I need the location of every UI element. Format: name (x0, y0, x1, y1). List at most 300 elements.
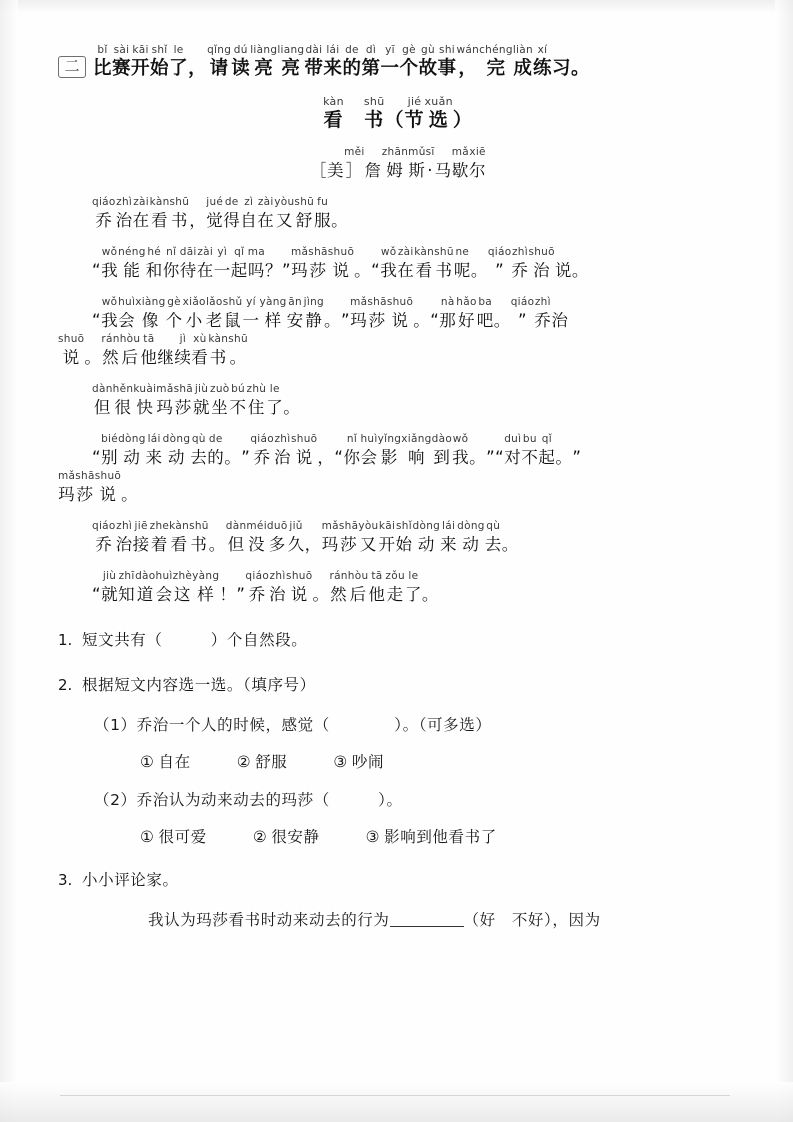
ruby-char (188, 44, 207, 81)
hanzi: 开 (131, 58, 151, 79)
article-author-text (310, 146, 486, 183)
pinyin: néng (118, 246, 146, 258)
hanzi: 住 (247, 398, 265, 417)
question-list (58, 628, 738, 932)
pinyin: wǒ (101, 246, 118, 258)
pinyin: kàn (169, 520, 190, 532)
pinyin: tā (371, 570, 383, 582)
hanzi: 一 (242, 311, 260, 330)
option-row (58, 825, 738, 847)
pinyin: dài (305, 44, 323, 56)
pinyin (371, 146, 375, 159)
sub-question[interactable]: （2）乔治认为动来动去的玛莎（ ）。 (94, 791, 403, 809)
hanzi: 请 (209, 58, 229, 79)
hanzi: 我 (380, 261, 398, 280)
hanzi: 说 (99, 485, 117, 504)
hanzi: “ (92, 448, 102, 467)
ruby-char (382, 146, 408, 183)
question-item (58, 628, 738, 652)
hanzi: 。 (555, 448, 573, 467)
ruby-char (378, 433, 402, 470)
hanzi: 这 (173, 585, 191, 604)
ruby-char (192, 570, 219, 607)
pinyin: zhe (149, 520, 170, 532)
pinyin: zhì (116, 520, 133, 532)
answer-blank[interactable] (390, 911, 464, 927)
hanzi: 。 (283, 398, 301, 417)
question-number: 2. (58, 676, 73, 694)
ruby-char (434, 246, 454, 283)
hanzi: 久 (287, 535, 305, 554)
scan-edge-bottom (0, 1082, 793, 1122)
pinyin (489, 433, 493, 446)
hanzi: 好 (457, 311, 475, 330)
ruby-char (521, 433, 538, 470)
hanzi: 比 (93, 58, 113, 79)
ruby-char (242, 296, 259, 333)
ruby-char (456, 296, 476, 333)
pinyin: kāi (132, 44, 149, 56)
pinyin (477, 246, 481, 259)
ruby-char (310, 146, 327, 183)
hanzi: 读 (231, 58, 251, 79)
hanzi: 后 (121, 348, 139, 367)
hanzi: 会 (155, 585, 173, 604)
hanzi: 走 (386, 585, 404, 604)
hanzi: 小 (185, 311, 203, 330)
answer-line[interactable] (58, 908, 738, 932)
hanzi: 接 (132, 535, 150, 554)
pinyin: dào (135, 570, 156, 582)
ruby-char (135, 570, 155, 607)
pinyin: qǐ (234, 246, 245, 258)
ruby-char (413, 520, 441, 557)
pinyin: yòu (358, 520, 379, 532)
hanzi: ” (572, 448, 582, 467)
pinyin: qǐ (541, 433, 552, 445)
pinyin: liang (277, 44, 305, 56)
pinyin (95, 570, 99, 583)
hanzi: 舒 (295, 211, 313, 230)
ruby-char (92, 246, 101, 283)
pinyin: hěn (112, 383, 134, 395)
ruby-char (156, 383, 173, 420)
option-item[interactable] (366, 825, 497, 847)
question-item (58, 868, 738, 892)
hanzi: ” (241, 448, 251, 467)
ruby-char (226, 520, 247, 557)
option-item[interactable] (237, 750, 288, 772)
option-marker: ① (140, 753, 155, 771)
pinyin: shā (367, 296, 387, 308)
article-line (92, 383, 738, 420)
ruby-char (101, 333, 119, 370)
ruby-char (361, 44, 380, 81)
article-line (92, 520, 738, 557)
pinyin: bú (231, 383, 245, 395)
pinyin (164, 333, 168, 346)
hanzi: 莎 (174, 398, 192, 417)
pinyin: dòng (457, 520, 485, 532)
hanzi: 。 (501, 535, 519, 554)
hanzi: 。 (121, 485, 139, 504)
ruby-char (277, 44, 304, 81)
pinyin (244, 433, 248, 446)
ruby-char (101, 433, 118, 470)
ruby-char (354, 246, 371, 283)
pinyin (196, 196, 200, 209)
ruby-char (405, 570, 422, 607)
hanzi: 故 (418, 58, 438, 79)
ruby-char (552, 44, 571, 81)
pinyin: shā (75, 470, 95, 482)
pinyin: zhì (116, 196, 133, 208)
pinyin (334, 146, 338, 159)
ruby-char (146, 433, 163, 470)
ruby-char (173, 570, 193, 607)
pinyin: hé (147, 246, 162, 258)
hanzi: 你 (343, 448, 361, 467)
ruby-char (58, 333, 84, 370)
hanzi: “ (430, 311, 440, 330)
hanzi: 然 (330, 585, 348, 604)
hanzi: 续 (174, 348, 192, 367)
hanzi: 书 (435, 261, 453, 280)
option-item[interactable] (140, 825, 207, 847)
hanzi: 。 (493, 311, 511, 330)
article-line (92, 570, 738, 607)
ruby-char (304, 44, 323, 81)
hanzi: 乔 (248, 585, 266, 604)
hanzi: 了 (169, 58, 189, 79)
article-line (92, 196, 738, 233)
ruby-char (504, 433, 521, 470)
ruby-char (453, 95, 473, 132)
pinyin: qiáo (92, 196, 116, 208)
ruby-char (169, 44, 188, 81)
pinyin (272, 246, 276, 259)
pinyin (374, 246, 378, 259)
hanzi: 看 (191, 348, 209, 367)
option-marker: ③ (333, 753, 348, 771)
question-text[interactable]: 短文共有（ ）个自然段。 (82, 631, 308, 649)
ruby-char (328, 246, 354, 283)
pinyin: shǐ (396, 520, 412, 532)
ruby-char (219, 570, 236, 607)
ruby-char (118, 570, 135, 607)
question-item (58, 673, 738, 697)
hanzi: 得 (223, 211, 241, 230)
scan-edge-top (0, 0, 793, 14)
pinyin: yì (217, 246, 228, 258)
pinyin: shā (338, 520, 359, 532)
ruby-char (236, 570, 245, 607)
hanzi: 就 (193, 398, 211, 417)
ruby-char (360, 433, 377, 470)
ruby-char (92, 520, 116, 557)
hanzi: 看 (323, 109, 344, 131)
hanzi: 的 (342, 58, 362, 79)
question-text[interactable]: 小小评论家。 (82, 871, 179, 889)
pinyin (128, 470, 132, 483)
pinyin: xuǎn (424, 95, 453, 108)
pinyin: xiǎo (182, 296, 206, 308)
hanzi: 待 (179, 261, 197, 280)
pinyin: kàn (414, 246, 435, 258)
ruby-char (267, 520, 288, 557)
pinyin: shuō (290, 433, 318, 445)
article-title (58, 95, 738, 132)
ruby-char (228, 333, 248, 370)
article-paragraph (58, 246, 738, 283)
ruby-char (120, 333, 141, 370)
ruby-char (401, 433, 431, 470)
pinyin: shi (439, 44, 455, 56)
hanzi: 又 (359, 535, 377, 554)
pinyin: nǐ (346, 433, 358, 445)
pinyin: kuài (133, 383, 157, 395)
ruby-char (189, 196, 206, 233)
pinyin: ne (455, 246, 470, 258)
ruby-char (365, 146, 382, 183)
hanzi: 动 (167, 448, 185, 467)
hanzi: 动 (417, 535, 435, 554)
pinyin: qù (191, 433, 206, 445)
hanzi: 觉 (206, 211, 224, 230)
pinyin: le (269, 383, 280, 395)
ruby-char (425, 95, 453, 132)
hanzi: ” (281, 261, 292, 280)
hanzi: ” (495, 261, 505, 280)
hanzi: 去 (484, 535, 502, 554)
hanzi: 他 (140, 348, 158, 367)
ruby-char (329, 570, 347, 607)
ruby-char (240, 196, 257, 233)
option-item[interactable] (140, 750, 191, 772)
pinyin (361, 246, 365, 259)
hanzi: 去 (190, 448, 208, 467)
worksheet-content (58, 44, 738, 932)
ruby-char (92, 383, 113, 420)
ruby-char (348, 570, 369, 607)
hanzi: 来 (323, 58, 343, 79)
pinyin: jué (206, 196, 224, 208)
pinyin: de (208, 433, 223, 445)
ruby-char (469, 433, 486, 470)
pinyin (324, 433, 328, 446)
hanzi: 说 (554, 261, 572, 280)
hanzi: 来 (440, 535, 458, 554)
ruby-char (413, 296, 430, 333)
ruby-char (246, 520, 267, 557)
ruby-char (245, 570, 269, 607)
ruby-char (150, 196, 170, 233)
hanzi: 莎 (368, 311, 386, 330)
pinyin: shū (434, 246, 454, 258)
hanzi: ” (517, 311, 528, 330)
ruby-char (214, 246, 231, 283)
hanzi: 。 (224, 448, 242, 467)
pinyin: zhì (269, 570, 286, 582)
hanzi: 节 (404, 109, 425, 131)
ruby-char (291, 246, 308, 283)
ruby-char (457, 520, 485, 557)
hanzi: “ (495, 448, 505, 467)
pinyin: shuō (386, 296, 414, 308)
ruby-char (432, 433, 452, 470)
pinyin: shū (363, 95, 385, 108)
sub-question[interactable]: （1）乔治一个人的时候，感觉（ ）。（可多选） (94, 716, 492, 734)
ruby-char (486, 433, 495, 470)
hanzi: ［ (309, 161, 327, 180)
hanzi: 斯 (408, 161, 426, 180)
hanzi: 多 (268, 535, 286, 554)
ruby-char (323, 95, 344, 132)
pinyin: jiù (194, 383, 209, 395)
hanzi: 静 (305, 311, 323, 330)
ruby-char (291, 433, 317, 470)
ruby-char (231, 246, 248, 283)
hanzi: 尔 (469, 161, 487, 180)
hanzi: 吧 (476, 311, 494, 330)
hanzi: “ (371, 261, 381, 280)
ruby-char (190, 433, 207, 470)
article-paragraph (58, 570, 738, 607)
article-paragraph (58, 296, 738, 370)
hanzi: 个 (165, 311, 183, 330)
ruby-char (133, 196, 150, 233)
ruby-char (166, 296, 183, 333)
pinyin (500, 296, 504, 309)
hanzi: 来 (145, 448, 163, 467)
pinyin: zhì (511, 246, 528, 258)
hanzi: ， (304, 535, 322, 554)
ruby-char (384, 95, 404, 132)
ruby-char (92, 433, 101, 470)
pinyin (239, 570, 243, 583)
scan-edge-left (0, 0, 18, 1122)
hanzi: 治 (533, 261, 551, 280)
ruby-char (408, 146, 425, 183)
pinyin (95, 433, 99, 446)
ruby-char (191, 333, 208, 370)
ruby-char (146, 246, 163, 283)
ruby-char (327, 146, 344, 183)
hanzi: 说 (290, 585, 308, 604)
hanzi: 快 (136, 398, 154, 417)
option-item[interactable] (333, 750, 384, 772)
pinyin (433, 296, 437, 309)
pinyin: lái (442, 520, 456, 532)
ruby-char (534, 296, 551, 333)
pinyin: kāi (378, 520, 396, 532)
hanzi: 治 (115, 535, 133, 554)
ruby-char (224, 433, 241, 470)
pinyin: zài (197, 246, 214, 258)
ruby-char (438, 44, 457, 81)
article-paragraph (58, 383, 738, 420)
pinyin: yòu (274, 196, 295, 208)
ruby-char (396, 520, 413, 557)
pinyin: gè (402, 44, 416, 56)
ruby-char (131, 44, 150, 81)
hanzi: 。 (354, 261, 372, 280)
hanzi: ） (452, 109, 473, 131)
hanzi: ］ (345, 161, 363, 180)
ruby-char (287, 296, 304, 333)
hanzi: 自 (240, 211, 258, 230)
pinyin: yī (385, 44, 395, 56)
ruby-char (572, 433, 581, 470)
ruby-char (344, 146, 365, 183)
pinyin: mǎ (58, 470, 76, 482)
hanzi: 玛 (156, 398, 174, 417)
hanzi: 亮 (281, 58, 301, 79)
ruby-char (485, 520, 502, 557)
ruby-char (231, 44, 250, 81)
pinyin (461, 95, 465, 108)
hanzi: ， (189, 211, 207, 230)
pinyin: xiàng (135, 296, 166, 308)
article-paragraph (58, 196, 738, 233)
pinyin: jì (179, 333, 187, 345)
hanzi: 在 (257, 211, 275, 230)
hanzi: 。 (413, 311, 431, 330)
hanzi: 说 (295, 448, 313, 467)
pinyin: bǐ (97, 44, 108, 56)
hanzi: 一 (380, 58, 400, 79)
hanzi: 。 (331, 211, 349, 230)
ruby-char (223, 296, 243, 333)
pinyin (95, 296, 99, 309)
ruby-char (469, 146, 486, 183)
hanzi: 呢 (453, 261, 471, 280)
question-text[interactable]: 根据短文内容选一选。（填序号） (82, 676, 316, 694)
hanzi: 鼠 (224, 311, 242, 330)
pinyin: shuō (58, 333, 85, 345)
ruby-char (250, 44, 277, 81)
pinyin (579, 246, 583, 259)
hanzi: 歇 (451, 161, 469, 180)
pinyin (476, 433, 480, 446)
hanzi: 但 (93, 398, 111, 417)
pinyin: méi (246, 520, 267, 532)
hanzi: 。 (84, 348, 102, 367)
pinyin: rán (329, 570, 348, 582)
hanzi: 个 (399, 58, 419, 79)
article-line (58, 333, 738, 370)
pinyin: shū (169, 196, 190, 208)
hanzi: 玛 (58, 485, 76, 504)
option-label: 很可爱 (158, 828, 207, 846)
pinyin: huì (360, 433, 378, 445)
ruby-char (538, 433, 555, 470)
ruby-char (502, 520, 519, 557)
pinyin: qù (486, 520, 501, 532)
pinyin: jiǔ (289, 520, 303, 532)
pinyin (575, 433, 579, 446)
option-marker: ② (236, 753, 252, 771)
ruby-char (397, 246, 414, 283)
ruby-char (477, 296, 494, 333)
pinyin: jié (407, 95, 422, 108)
pinyin: mǎ (156, 383, 174, 395)
pinyin (319, 570, 323, 583)
option-item[interactable] (253, 825, 320, 847)
ruby-char (331, 196, 348, 233)
ruby-char (95, 470, 121, 507)
ruby-char (488, 246, 512, 283)
